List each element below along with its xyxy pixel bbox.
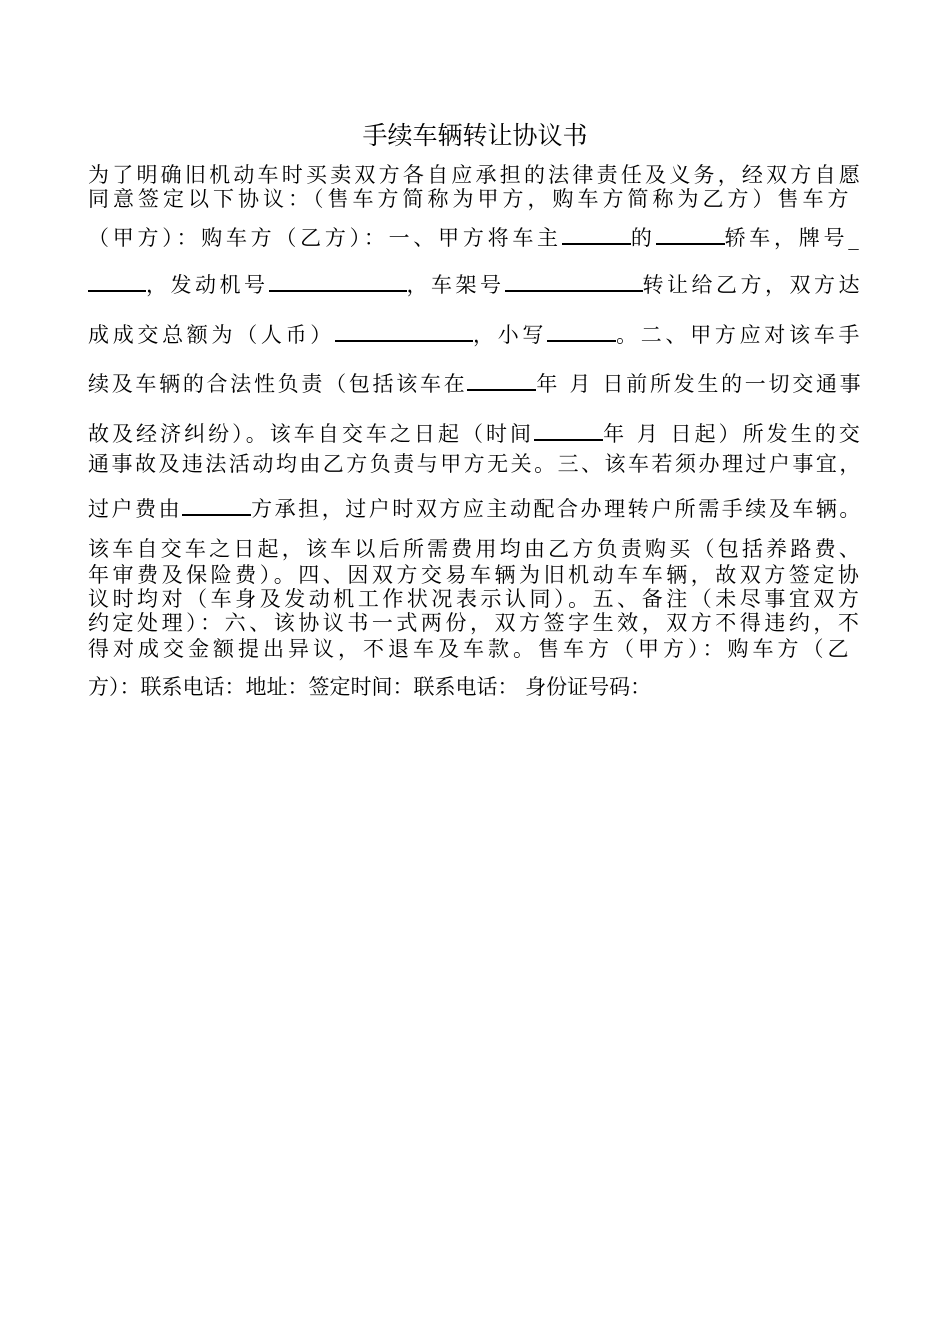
text-segment: 议时均对（车身及发动机工作状况表示认同）。五、备注（未尽事宜双方 — [88, 587, 863, 611]
fill-in-blank[interactable] — [269, 272, 407, 292]
text-segment: 的 — [630, 226, 656, 250]
fill-in-blank[interactable] — [505, 272, 643, 292]
text-segment: 约定处理）：六、该协议书一式两份，双方签字生效，双方不得违约，不 — [88, 611, 863, 635]
text-line — [88, 451, 863, 477]
text-line — [88, 371, 863, 397]
text-segment: ，小写 — [473, 323, 548, 347]
text-segment: 转让给乙方，双方达 — [642, 273, 863, 297]
text-segment: 故及经济纠纷）。该车自交车之日起（时间 — [88, 422, 535, 446]
text-line — [88, 162, 863, 188]
text-line — [88, 496, 863, 522]
text-segment: 轿车，牌号_ — [724, 226, 863, 250]
text-segment: 通事故及违法活动均由乙方负责与甲方无关。三、该车若须办理过户事宜， — [88, 452, 863, 476]
text-line — [88, 272, 863, 298]
fill-in-blank[interactable] — [88, 272, 146, 292]
text-segment: 同意签定以下协议：（售车方简称为甲方，购车方简称为乙方）售车方 — [88, 187, 853, 211]
fill-in-blank[interactable] — [534, 421, 603, 441]
fill-in-blank[interactable] — [467, 371, 536, 391]
text-segment: （甲方）：购车方（乙方）：一、甲方将车主 — [88, 226, 562, 250]
text-segment: 年审费及保险费）。四、因双方交易车辆为旧机动车车辆，故双方签定协 — [88, 563, 863, 587]
text-line — [88, 186, 853, 212]
text-segment: 得对成交金额提出异议，不退车及车款。售车方（甲方）：购车方（乙 — [88, 637, 853, 661]
text-line — [88, 225, 863, 251]
text-segment: 。二、甲方应对该车手 — [616, 323, 864, 347]
fill-in-blank[interactable] — [182, 496, 251, 516]
text-segment: 成成交总额为（人币） — [88, 323, 335, 347]
text-segment: 年 月 日前所发生的一切交通事 — [536, 372, 864, 396]
text-segment: 方）：联系电话：地址：签定时间：联系电话： 身份证号码： — [88, 675, 652, 699]
fill-in-blank[interactable] — [335, 322, 473, 342]
text-line — [88, 562, 862, 588]
text-line — [88, 636, 853, 662]
text-line — [88, 322, 863, 348]
fill-in-blank[interactable] — [547, 322, 616, 342]
text-line — [88, 586, 862, 612]
text-segment: 方承担，过户时双方应主动配合办理转户所需手续及车辆。 — [251, 497, 863, 521]
fill-in-blank[interactable] — [656, 225, 725, 245]
text-segment: ，车架号 — [406, 273, 505, 297]
text-line — [88, 674, 651, 700]
text-line — [88, 610, 862, 636]
text-segment: 该车自交车之日起，该车以后所需费用均由乙方负责购买（包括养路费、 — [88, 537, 864, 561]
text-segment: 为了明确旧机动车时买卖双方各自应承担的法律责任及义务，经双方自愿 — [88, 163, 864, 187]
text-line — [88, 421, 863, 447]
text-segment: 续及车辆的合法性负责（包括该车在 — [88, 372, 468, 396]
document-title: 手续车辆转让协议书 — [362, 121, 588, 150]
fill-in-blank[interactable] — [562, 225, 631, 245]
text-segment: ，发动机号 — [146, 273, 269, 297]
text-segment: 过户费由 — [88, 497, 183, 521]
text-line — [88, 536, 863, 562]
text-segment: 年 月 日起）所发生的交 — [603, 422, 863, 446]
